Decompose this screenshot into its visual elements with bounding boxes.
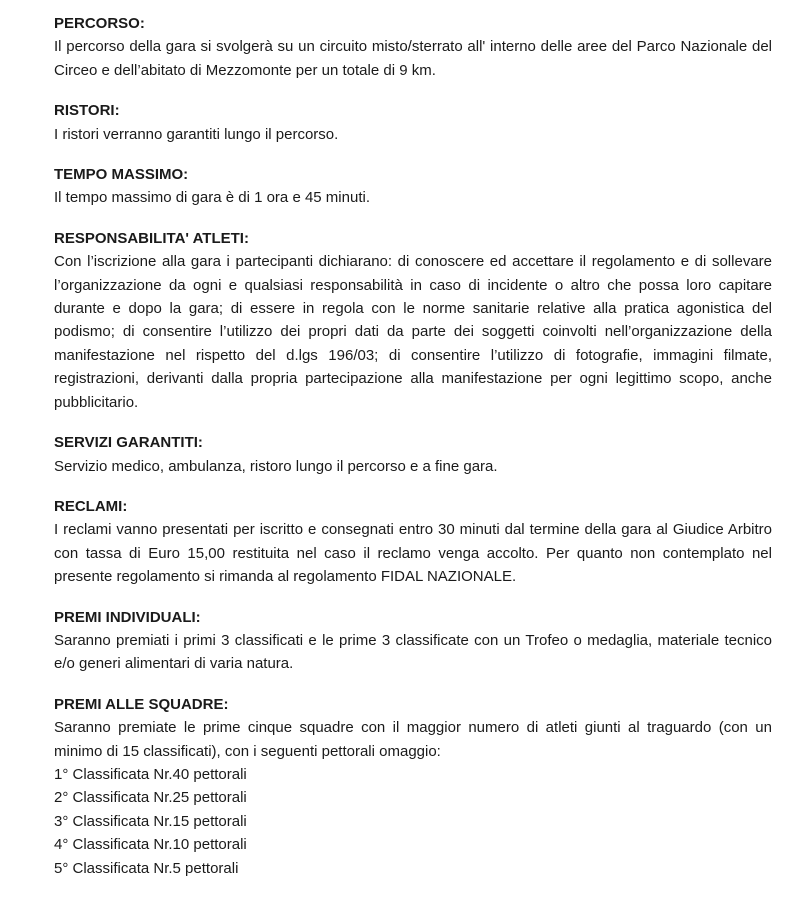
section-heading: PREMI ALLE SQUADRE: [54,695,229,713]
regulation-document [54,12,772,897]
section-text: I ristori verranno garantiti lungo il percorso. [54,125,339,143]
section-percorso [54,12,772,82]
section-text: Il percorso della gara si svolgerà su un circuito misto/sterrato all' interno delle aree del Parco Nazionale del Circeo e dell’abitato di Mezzomonte per un totale di 9 km. [54,38,772,79]
section-text: Servizio medico, ambulanza, ristoro lungo il percorso e a fine gara. [54,457,498,475]
section-heading: RECLAMI: [54,497,128,515]
list-item: 5° Classificata Nr.5 pettorali [54,859,239,877]
section-heading: TEMPO MASSIMO: [54,166,189,184]
list-item: 2° Classificata Nr.25 pettorali [54,789,247,807]
section-heading: PREMI INDIVIDUALI: [54,608,201,626]
section-text: Il tempo massimo di gara è di 1 ora e 45 minuti. [54,189,370,207]
section-premi-squadre [54,693,772,880]
section-heading: RESPONSABILITA' ATLETI: [54,229,249,247]
section-text: Saranno premiate le prime cinque squadre con il maggior numero di atleti giunti al traguardo (con un minimo di 15 classificati), con i seguenti pettorali omaggio: [54,719,772,760]
list-item: 4° Classificata Nr.10 pettorali [54,836,247,854]
list-item: 1° Classificata Nr.40 pettorali [54,765,247,783]
section-text: I reclami vanno presentati per iscritto e consegnati entro 30 minuti dal termine della gara al Giudice Arbitro con tassa di Euro 15,00 restituita nel caso il reclamo venga accolto. Per quanto non contemplato nel presente regolamento si rimanda al regolamento FIDAL NAZIONALE. [54,521,772,586]
section-text: Con l’iscrizione alla gara i partecipanti dichiarano: di conoscere ed accettare il regolamento e di sollevare l’organizzazione da ogni e qualsiasi responsabilità in caso di incidente o altro che possa loro capitare durante e dopo la gara; di essere in regola con le norme sanitarie relative alla pratica agonistica del podismo; di consentire l’utilizzo dei propri dati da parte dei soggetti coinvolti nell’organizzazione della manifestazione nel rispetto del d.lgs 196/03; di consentire l’utilizzo di fotografie, immagini filmate, registrazioni, derivanti dalla propria partecipazione alla manifestazione per ogni legittimo scopo, anche pubblicitario. [54,253,772,411]
section-heading: RISTORI: [54,102,120,120]
section-heading: PERCORSO: [54,15,145,32]
section-text: Saranno premiati i primi 3 classificati e le prime 3 classificate con un Trofeo o medaglia, materiale tecnico e/o generi alimentari di varia natura. [54,631,772,673]
section-premi-individuali [54,606,772,676]
section-ristori [54,99,772,146]
team-prize-list [54,763,772,880]
section-servizi-garantiti [54,431,772,478]
list-item: 3° Classificata Nr.15 pettorali [54,812,247,830]
section-responsabilita-atleti [54,227,772,414]
section-reclami [54,495,772,589]
section-tempo-massimo [54,163,772,210]
section-heading: SERVIZI GARANTITI: [54,434,203,452]
